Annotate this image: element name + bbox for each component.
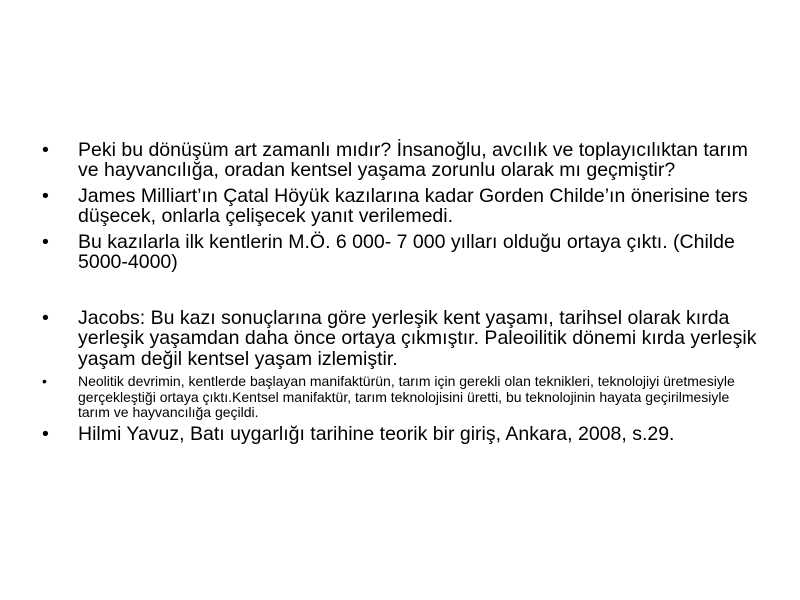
bullet-item: • Peki bu dönüşüm art zamanlı mıdır? İnsanoğlu, avcılık ve toplayıcılıktan tarım ve hayvancılığa, oradan kentsel yaşama zorunlu olarak mı geçmiştir? (40, 140, 760, 181)
bullet-item: • James Milliart’ın Çatal Höyük kazılarına kadar Gorden Childe’ın önerisine ters düşecek, onlarla çelişecek yanıt verilemedi. (40, 186, 760, 227)
bullet-spacer (40, 278, 760, 308)
bullet-item: • Jacobs: Bu kazı sonuçlarına göre yerleşik kent yaşamı, tarihsel olarak kırda yerleşik yaşamdan daha önce ortaya çıkmıştır. Paleoilitik dönemi kırda yerleşik yaşam değil kentsel yaşam izlemiştir. (40, 308, 760, 369)
bullet-item: • Bu kazılarla ilk kentlerin M.Ö. 6 000- 7 000 yılları olduğu ortaya çıktı. (Childe 5000-4000) (40, 232, 760, 273)
bullet-item: • Neolitik devrimin, kentlerde başlayan manifaktürün, tarım için gerekli olan teknikleri, teknolojiyi üretmesiyle gerçekleştiği ortaya çıktı.Kentsel manifaktür, tarım teknolojisini üretti, bu teknolojinin hayata geçirilmesiyle tarım ve hayvancılığa geçildi. (40, 374, 760, 420)
bullet-item: • Hilmi Yavuz, Batı uygarlığı tarihine teorik bir giriş, Ankara, 2008, s.29. (40, 424, 760, 444)
bullet-list (40, 140, 760, 450)
